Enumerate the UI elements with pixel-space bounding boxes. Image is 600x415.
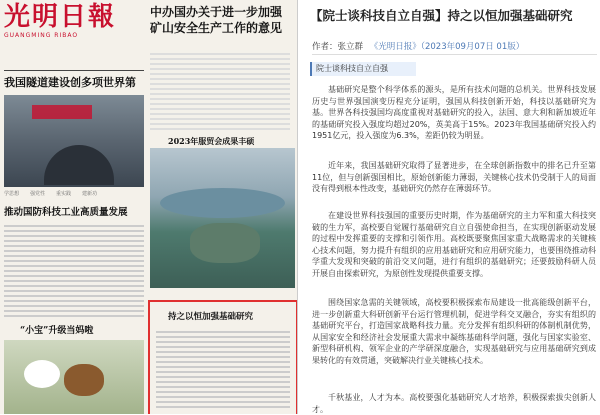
article-panel (300, 0, 600, 414)
newspaper-page-image (0, 0, 298, 414)
article-author: 作者：张立群 (312, 42, 364, 52)
text-column-block (156, 328, 290, 408)
tunnel-photo (4, 95, 144, 187)
newspaper-logo-sub: GUANGMING RIBAO (4, 32, 79, 39)
divider (312, 54, 597, 55)
center-caption: 2023年服贸会成果丰硕 (168, 136, 255, 146)
highlighted-article-box[interactable] (148, 300, 298, 414)
newspaper-logo: 光明日報 (4, 2, 117, 32)
article-paragraph-5: 千秋基业，人才为本。高校要强化基础研究人才培养，积极探索拔尖创新人才。 (312, 393, 596, 414)
sub-headline: 推动国防科技工业高质量发展 (4, 207, 128, 218)
article-paragraph-2: 近年来，我国基础研究取得了显著进步，在全球创新指数中的排名已升至第11位，但与创新强国相比，原始创新能力薄弱，关键核心技术仍受制于人的局面没有得到根本性改变，基础研究仍然存在薄弱环节。 (312, 161, 596, 193)
text-column-block (150, 50, 290, 130)
top-headline: 中办国办关于进一步加强矿山安全生产工作的意见 (150, 5, 283, 35)
tag-label-3: 重实践 (56, 191, 72, 197)
boxed-headline: 持之以恒加强基础研究 (168, 312, 254, 322)
city-aerial-photo (150, 148, 295, 288)
article-title: 【院士谈科技自立自强】持之以恒加强基础研究 (310, 8, 573, 23)
article-paragraph-4: 围绕国家急需的关键领域，高校要积极探索布局建设一批高能级创新平台，进一步创新重大科研创新平台运行管理机制，促进学科交叉融合，夯实有组织的基础研究平台，打造国家战略科技力量。充分发挥有组织科研的体制机制优势，从国家安全和经济社会发展重大需求中凝练基础科学问题，强化与国家实验室、新型科研机构、领军企业的产学研深度融合，实现基础研究与应用基础研究到成果转化的有效贯通，突破解决行业关键核心技术。 (312, 298, 596, 365)
tag-label-1: 学思想 (4, 191, 20, 197)
divider (4, 70, 144, 71)
newspaper-masthead (4, 2, 134, 42)
tag-label-4: 建新功 (82, 191, 98, 197)
tag-label-2: 强党性 (30, 191, 46, 197)
text-column-block (4, 222, 144, 317)
article-meta (312, 40, 524, 52)
article-source-link[interactable]: 《光明日报》（2023年09月07日 01版） (369, 42, 525, 52)
bottom-headline: “小宝”升级当妈啦 (20, 326, 94, 336)
panda-photo (4, 340, 144, 414)
article-paragraph-1: 基础研究是整个科学体系的源头，是所有技术问题的总机关。世界科技发展历史与世界强国演变历程充分证明，强国从科技创新开始，科技以基础研究为基。世界各科技强国均高度重视对基础研究的投入，法国、意大利和新加坡近年的基础研究投入强度均超过20%，英美高于15%。2023年我国基础研究投入约1951亿元，投入强度为6.3%，差距仍较为明显。 (312, 85, 596, 140)
section-label: 院士谈科技自立自强 (310, 62, 416, 76)
article-paragraph-3: 在建设世界科技强国的重要历史时期，作为基础研究的主力军和重大科技突破的生力军，高校要自觉履行基础研究自立自强使命担当，在实现创新驱动发展的过程中发挥重要的支撑和引领作用。高校既要聚焦国家重大战略需求的关键核心技术问题，努力提升有组织的应用基础研究和应用研究能力，也要围绕推动科学重大发现和突破的前沿交叉问题，进行有组织的基础研究；还要鼓励科研人员开展自由探索研究，为原创性发现提供重要支撑。 (312, 211, 596, 278)
left-headline: 我国隧道建设创多项世界第 (4, 76, 136, 89)
